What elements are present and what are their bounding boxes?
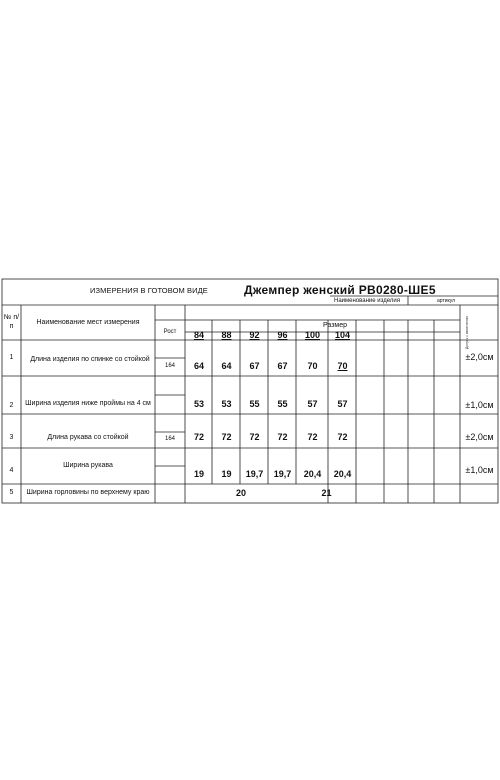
row-2-value-92: 55 [249, 398, 260, 409]
height-column-header: Рост [163, 329, 177, 336]
row-1-value-84: 64 [193, 361, 204, 372]
article-label: артикул [437, 298, 456, 304]
size-header-92: 92 [249, 330, 260, 341]
row-1-name: Длина изделия по спинке со стойкой [30, 355, 150, 363]
row-3-value-100: 72 [307, 432, 318, 443]
row-3-value-96: 72 [277, 432, 288, 443]
row-1-value-96: 67 [277, 361, 288, 372]
row-2-num: 2 [9, 401, 14, 409]
size-header-104: 104 [334, 330, 351, 341]
row-4-value-100: 20,4 [303, 469, 322, 480]
row-1-value-100: 70 [307, 361, 318, 372]
row-1-value-92: 67 [249, 361, 260, 372]
row-3-num: 3 [9, 433, 14, 441]
row-2-value-96: 55 [277, 398, 288, 409]
row-3-value-92: 72 [249, 432, 260, 443]
product-name-label: Наименование изделия [334, 298, 400, 304]
row-5-name: Ширина горловины по верхнему краю [26, 489, 150, 497]
row-3-value-104: 72 [337, 432, 348, 443]
row-5-value-group-2: 21 [321, 487, 332, 498]
row-3-value-84: 72 [193, 432, 204, 443]
size-header-96: 96 [277, 330, 288, 341]
row-1-height: 164 [164, 363, 175, 370]
size-header-84: 84 [193, 330, 204, 341]
num-column-header: № п/п [3, 314, 20, 330]
size-header-88: 88 [221, 330, 232, 341]
row-2-height [156, 395, 184, 414]
row-3-tolerance: ±2,0см [465, 432, 494, 443]
sheet-title: ИЗМЕРЕНИЯ В ГОТОВОМ ВИДЕ [90, 286, 208, 295]
row-5-value-group-1: 20 [235, 487, 246, 498]
place-column-header: Наименование мест измерения [36, 318, 140, 326]
row-1-num: 1 [9, 353, 14, 361]
row-2-value-88: 53 [221, 398, 232, 409]
row-2-value-84: 53 [193, 398, 204, 409]
row-5-tolerance [461, 484, 498, 503]
row-2-tolerance: ±1,0см [465, 400, 494, 411]
row-3-name: Длина рукава со стойкой [47, 433, 129, 441]
size-header-100: 100 [304, 330, 321, 341]
row-4-value-92: 19,7 [245, 469, 264, 480]
row-5-num: 5 [9, 489, 14, 497]
row-2-value-100: 57 [307, 398, 318, 409]
row-2-name: Ширина изделия ниже проймы на 4 см [25, 399, 151, 407]
row-4-name: Ширина рукава [63, 461, 113, 469]
row-4-value-96: 19,7 [273, 469, 292, 480]
row-4-tolerance: ±1,0см [465, 465, 494, 476]
row-4-value-84: 19 [193, 469, 204, 480]
row-4-num: 4 [9, 466, 14, 474]
row-2-value-104: 57 [337, 398, 348, 409]
row-1-tolerance: ±2,0см [465, 352, 494, 363]
row-4-value-104: 20,4 [333, 469, 352, 480]
row-1-value-104: 70 [337, 361, 348, 372]
row-4-value-88: 19 [221, 469, 232, 480]
tolerance-column-header: Допуск к изменению [465, 315, 470, 349]
row-3-value-88: 72 [221, 432, 232, 443]
row-3-height: 164 [164, 436, 175, 443]
size-column-header: Размер [322, 321, 348, 329]
product-title: Джемпер женский РВ0280-ШЕ5 [244, 283, 436, 297]
row-4-height [156, 466, 184, 484]
row-1-value-88: 64 [221, 361, 232, 372]
